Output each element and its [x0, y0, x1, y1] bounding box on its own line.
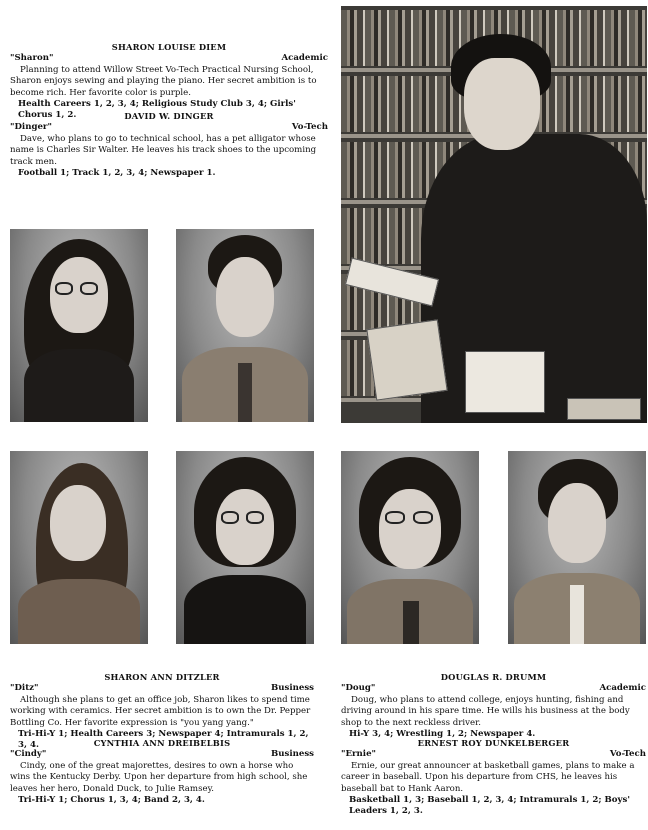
- bio: Ernie, our great announcer at basketball games, plans to make a career in baseball. Upon his departure from CHS, he leaves his baseball bat to Hank Aaron.: [341, 760, 635, 794]
- activities: Basketball 1, 3; Baseball 1, 2, 3, 4; Intramurals 1, 2; Boys' Leaders 1, 2, 3.: [349, 795, 630, 817]
- nickname-row: [10, 53, 328, 64]
- activities: Tri-Hi-Y 1; Health Careers 3; Newspaper 4; Intramurals 1, 2, 3, 4.: [18, 729, 309, 751]
- bio: Although she plans to get an office job, Sharon likes to spend time working with ceramics. Her secret ambition is to own the Dr. Pepper Bottling Co. Her favorite expression is "you yang yang.": [10, 694, 311, 728]
- nickname-row: [10, 749, 314, 760]
- course: Business: [270, 749, 314, 760]
- nickname-row: [341, 683, 646, 694]
- nickname: "Ernie": [341, 749, 377, 760]
- portrait-dreibelbis: [176, 451, 314, 644]
- nickname: "Doug": [341, 683, 376, 694]
- nickname-row: [10, 683, 314, 694]
- student-name: SHARON LOUISE DIEM: [111, 42, 227, 52]
- bio: Dave, who plans to go to technical school, has a pet alligator whose name is Charles Sir Walter. He leaves his track shoes to the upcoming track men.: [10, 133, 317, 167]
- portrait-dunkelberger: [508, 451, 646, 644]
- student-name: ERNEST ROY DUNKELBERGER: [417, 738, 570, 748]
- activities: Football 1; Track 1, 2, 3, 4; Newspaper 1.: [18, 168, 216, 179]
- entry-dunkelberger: [341, 738, 646, 818]
- entry-diem: [10, 42, 328, 122]
- course: Business: [270, 683, 314, 694]
- nickname: "Cindy": [10, 749, 47, 760]
- student-name: SHARON ANN DITZLER: [104, 672, 220, 682]
- activities: Hi-Y 3, 4; Wrestling 1, 2; Newspaper 4.: [349, 729, 536, 740]
- nickname-row: [341, 749, 646, 760]
- nickname: "Sharon": [10, 53, 54, 64]
- student-name: DOUGLAS R. DRUMM: [440, 672, 547, 682]
- student-name: DAVID W. DINGER: [124, 111, 214, 121]
- bio: Cindy, one of the great majorettes, desires to own a horse who wins the Kentucky Derby. Upon her departure from high school, she leaves her hero, Donald Duck, to Julie Ramsey.: [10, 760, 308, 794]
- course: Vo-Tech: [291, 122, 328, 133]
- library-candid-photo: [341, 6, 647, 423]
- student-name: CYNTHIA ANN DREIBELBIS: [93, 738, 231, 748]
- bio: Doug, who plans to attend college, enjoys hunting, fishing and driving around in his spare time. He wills his business at the body shop to the next reckless driver.: [341, 694, 630, 728]
- activities: Tri-Hi-Y 1; Chorus 1, 3, 4; Band 2, 3, 4.: [18, 795, 205, 806]
- bio: Planning to attend Willow Street Vo-Tech Practical Nursing School, Sharon enjoys sewing and playing the piano. Her secret ambition is to become rich. Her favorite color is purple.: [10, 64, 317, 98]
- portrait-dinger: [176, 229, 314, 422]
- portrait-ditzler: [10, 451, 148, 644]
- entry-dreibelbis: [10, 738, 314, 806]
- nickname-row: [10, 122, 328, 133]
- portrait-drumm: [341, 451, 479, 644]
- course: Academic: [281, 53, 328, 64]
- nickname: "Dinger": [10, 122, 52, 133]
- entry-dinger: [10, 111, 328, 179]
- portrait-diem: [10, 229, 148, 422]
- nickname: "Ditz": [10, 683, 39, 694]
- entry-drumm: [341, 672, 646, 740]
- activities: Health Careers 1, 2, 3, 4; Religious Study Club 3, 4; Girls' Chorus 1, 2.: [18, 99, 296, 121]
- course: Vo-Tech: [609, 749, 646, 760]
- course: Academic: [599, 683, 646, 694]
